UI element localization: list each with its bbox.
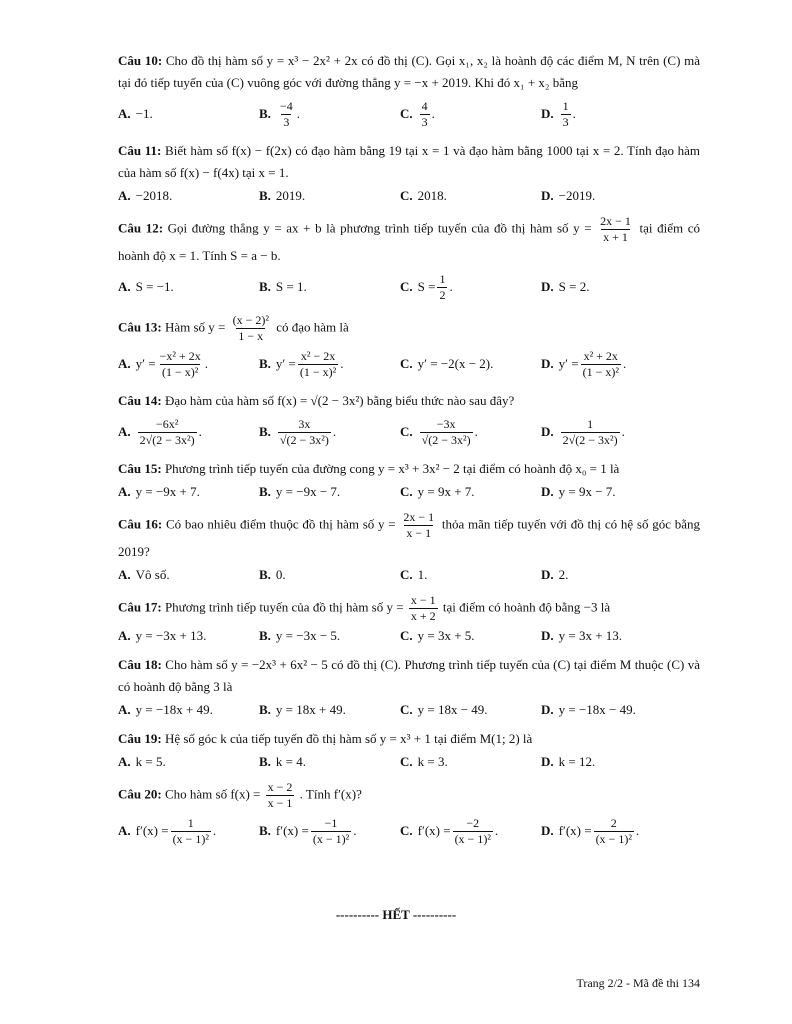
option-letter: A. xyxy=(118,106,131,121)
question xyxy=(118,780,700,851)
option-letter: A. xyxy=(118,628,131,643)
option-suffix: . xyxy=(622,356,627,371)
option-prefix: y′ = xyxy=(558,356,579,371)
page-footer: Trang 2/2 - Mã đề thi 134 xyxy=(576,976,700,990)
option-suffix: . xyxy=(474,424,478,439)
option-letter: D. xyxy=(541,356,554,371)
option-letter: C. xyxy=(400,754,413,769)
answer-option xyxy=(541,185,682,207)
option-suffix: . xyxy=(212,823,217,838)
option-text: y = −9x − 7. xyxy=(275,484,341,499)
option-text: −2018. xyxy=(135,188,173,203)
option-letter: A. xyxy=(118,484,131,499)
answer-options xyxy=(118,412,700,452)
fraction xyxy=(278,99,295,130)
fraction-denominator: (1 − x)² xyxy=(582,364,619,379)
question-stem xyxy=(118,140,700,184)
option-suffix: . xyxy=(431,106,435,121)
fraction-denominator: √(2 − 3x²) xyxy=(421,432,471,447)
question-stem xyxy=(118,510,700,563)
answer-option xyxy=(400,272,541,303)
option-letter: D. xyxy=(541,702,554,717)
question-text-before: Phương trình tiếp tuyến của đồ thị hàm số y = xyxy=(164,599,404,615)
fraction-denominator: √(2 − 3x²) xyxy=(279,432,329,447)
fraction xyxy=(298,349,338,380)
option-letter: C. xyxy=(400,823,413,838)
question-stem xyxy=(118,214,700,267)
question-text: Phương trình tiếp tuyến của đường cong y = x³ + 3x² − 2 tại điểm có hoành độ x₀ = 1 là xyxy=(164,461,620,476)
option-text: y = −3x + 13. xyxy=(135,628,207,643)
question-label: Câu 20: xyxy=(118,786,162,802)
option-letter: A. xyxy=(118,567,131,582)
option-letter: B. xyxy=(259,754,271,769)
option-letter: B. xyxy=(259,484,271,499)
option-letter: D. xyxy=(541,823,554,838)
answer-option xyxy=(118,625,259,647)
fraction xyxy=(171,816,211,847)
question xyxy=(118,214,700,307)
option-text: −1. xyxy=(135,106,153,121)
fraction-denominator: 3 xyxy=(562,114,569,129)
option-suffix: . xyxy=(340,356,344,371)
answer-option xyxy=(259,99,400,130)
option-text: S = 1. xyxy=(275,279,307,294)
question xyxy=(118,728,700,774)
fraction-denominator: (x − 1)² xyxy=(312,831,350,846)
option-prefix: y′ = xyxy=(135,356,156,371)
fraction-denominator: 3 xyxy=(283,114,290,129)
option-text: y = 9x + 7. xyxy=(417,484,475,499)
answer-options xyxy=(118,624,700,648)
option-letter: D. xyxy=(541,424,554,439)
answer-option xyxy=(541,276,682,298)
answer-option xyxy=(400,816,541,847)
option-letter: A. xyxy=(118,754,131,769)
fraction xyxy=(231,313,271,344)
answer-option xyxy=(118,276,259,298)
question-text: Cho hàm số y = −2x³ + 6x² − 5 có đồ thị (C). Phương trình tiếp tuyến của (C) tại điểm M thuộc (C) và có hoành độ bằng 3 là xyxy=(118,657,701,694)
option-letter: A. xyxy=(118,356,131,371)
fraction xyxy=(453,816,493,847)
option-text: S = 2. xyxy=(558,279,590,294)
question-text-after: . Tính f′(x)? xyxy=(299,786,362,802)
fraction-numerator: 1 xyxy=(587,416,594,431)
answer-option xyxy=(259,625,400,647)
question xyxy=(118,510,700,587)
question-text: Biết hàm số f(x) − f(2x) có đạo hàm bằng 19 tại x = 1 và đạo hàm bằng 1000 tại x = 2. Tính đạo hàm của hàm số f(x) − f(4x) tại x = 1. xyxy=(118,143,701,180)
option-text: y = −18x + 49. xyxy=(135,702,213,717)
option-text: y′ = −2(x − 2). xyxy=(417,356,494,371)
answer-option xyxy=(400,353,541,375)
answer-option xyxy=(118,751,259,773)
answer-option xyxy=(259,564,400,586)
answer-option xyxy=(259,816,400,847)
option-letter: A. xyxy=(118,702,131,717)
option-prefix: f′(x) = xyxy=(417,823,451,838)
fraction-numerator: (x − 2)² xyxy=(232,313,269,327)
option-text: y = 3x + 13. xyxy=(558,628,623,643)
option-prefix: f′(x) = xyxy=(135,823,169,838)
option-letter: B. xyxy=(259,823,271,838)
answer-option xyxy=(259,276,400,298)
option-suffix: . xyxy=(635,823,640,838)
fraction xyxy=(401,510,436,541)
option-letter: B. xyxy=(259,628,271,643)
answer-options xyxy=(118,811,700,851)
fraction-denominator: x − 1 xyxy=(406,526,432,540)
option-letter: B. xyxy=(259,567,271,582)
answer-option xyxy=(118,417,259,448)
answer-option xyxy=(541,699,682,721)
option-text: y = 18x − 49. xyxy=(417,702,488,717)
question-list xyxy=(118,50,700,851)
option-letter: D. xyxy=(541,484,554,499)
option-letter: C. xyxy=(400,567,413,582)
question-text: Cho đồ thị hàm số y = x³ − 2x² + 2x có đồ thị (C). Gọi x₁, x₂ là hoành độ các điểm M, N trên (C) mà tại đó tiếp tuyến của (C) vuông góc với đường thẳng y = −x + 2019. Khi đó x₁ + x₂ bằng xyxy=(118,53,701,90)
fraction-numerator: 1 xyxy=(439,271,446,286)
option-letter: D. xyxy=(541,628,554,643)
option-letter: A. xyxy=(118,279,131,294)
option-text: k = 12. xyxy=(558,754,596,769)
fraction xyxy=(561,417,620,448)
fraction-numerator: −x² + 2x xyxy=(159,348,201,363)
option-text: y = 9x − 7. xyxy=(558,484,616,499)
fraction-denominator: 2 xyxy=(439,287,446,302)
answer-option xyxy=(259,751,400,773)
question-text-after: tại điểm có hoành độ x = 1. Tính S = a − b. xyxy=(118,220,701,263)
answer-options xyxy=(118,698,700,722)
option-prefix: y′ = xyxy=(275,356,296,371)
fraction-denominator: x − 1 xyxy=(267,796,293,810)
answer-options xyxy=(118,267,700,307)
question-label: Câu 12: xyxy=(118,220,164,236)
answer-options xyxy=(118,184,700,208)
answer-option xyxy=(541,625,682,647)
fraction-denominator: (1 − x)² xyxy=(161,364,199,379)
exam-page xyxy=(118,50,700,857)
fraction-denominator: 2√(2 − 3x²) xyxy=(139,432,195,447)
answer-option xyxy=(400,185,541,207)
option-letter: B. xyxy=(259,424,271,439)
fraction xyxy=(409,593,438,624)
answer-option xyxy=(259,481,400,503)
question xyxy=(118,140,700,208)
question-label: Câu 11: xyxy=(118,143,162,158)
option-letter: B. xyxy=(259,106,271,121)
option-suffix: . xyxy=(204,356,208,371)
answer-option xyxy=(400,625,541,647)
option-suffix: . xyxy=(198,424,202,439)
option-letter: B. xyxy=(259,356,271,371)
fraction-denominator: 3 xyxy=(421,114,428,129)
question xyxy=(118,390,700,452)
question-text: Hệ số góc k của tiếp tuyến đồ thị hàm số y = x³ + 1 tại điểm M(1; 2) là xyxy=(164,731,533,746)
fraction-numerator: 2x − 1 xyxy=(600,214,631,228)
answer-option xyxy=(118,349,259,380)
fraction-numerator: 3x xyxy=(298,416,311,431)
fraction-denominator: (x − 1)² xyxy=(595,831,632,846)
question-label: Câu 14: xyxy=(118,393,162,408)
fraction xyxy=(311,816,351,847)
answer-option xyxy=(259,185,400,207)
question-label: Câu 13: xyxy=(118,319,162,335)
fraction-numerator: 1 xyxy=(562,98,569,113)
option-letter: D. xyxy=(541,279,554,294)
question-label: Câu 17: xyxy=(118,599,162,615)
answer-option xyxy=(400,481,541,503)
fraction-numerator: 4 xyxy=(421,98,428,113)
fraction-numerator: 2x − 1 xyxy=(403,510,435,524)
answer-option xyxy=(541,349,682,380)
option-text: y = −3x − 5. xyxy=(275,628,341,643)
question-stem xyxy=(118,780,700,811)
answer-options xyxy=(118,750,700,774)
option-letter: C. xyxy=(400,279,413,294)
option-letter: C. xyxy=(400,188,413,203)
answer-options xyxy=(118,480,700,504)
option-letter: B. xyxy=(259,702,271,717)
option-text: 2. xyxy=(558,567,569,582)
option-text: y = −9x + 7. xyxy=(135,484,200,499)
question-text-after: có đạo hàm là xyxy=(276,319,349,335)
option-text: 0. xyxy=(275,567,286,582)
answer-options xyxy=(118,94,700,134)
option-letter: A. xyxy=(118,424,131,439)
option-text: k = 3. xyxy=(417,754,448,769)
option-suffix: . xyxy=(353,823,357,838)
fraction-numerator: −3x xyxy=(436,416,456,431)
option-letter: A. xyxy=(118,823,131,838)
answer-options xyxy=(118,344,700,384)
question xyxy=(118,654,700,722)
question-text-before: Cho hàm số f(x) = xyxy=(164,786,261,802)
answer-option xyxy=(541,481,682,503)
fraction-numerator: −4 xyxy=(279,98,293,113)
fraction-numerator: 1 xyxy=(187,815,194,830)
question-text-after: thỏa mãn tiếp tuyến với đồ thị có hệ số góc bằng 2019? xyxy=(118,516,701,559)
option-letter: D. xyxy=(541,754,554,769)
option-prefix: S = xyxy=(417,279,436,294)
fraction-numerator: 2 xyxy=(610,815,617,830)
option-text: 1. xyxy=(417,567,428,582)
answer-options xyxy=(118,563,700,587)
fraction-denominator: (x − 1)² xyxy=(454,831,491,846)
question xyxy=(118,313,700,384)
fraction xyxy=(437,272,447,303)
answer-option xyxy=(541,417,682,448)
fraction-numerator: −1 xyxy=(324,815,338,830)
option-text: S = −1. xyxy=(135,279,174,294)
option-text: k = 5. xyxy=(135,754,166,769)
fraction xyxy=(158,349,203,380)
answer-option xyxy=(541,816,682,847)
question-text: Đạo hàm của hàm số f(x) = √(2 − 3x²) bằng biểu thức nào sau đây? xyxy=(164,393,515,408)
answer-option xyxy=(400,699,541,721)
question-stem xyxy=(118,593,700,624)
option-suffix: . xyxy=(494,823,499,838)
answer-option xyxy=(118,185,259,207)
option-suffix: . xyxy=(449,279,453,294)
question-label: Câu 15: xyxy=(118,461,162,476)
question-stem xyxy=(118,390,700,412)
question xyxy=(118,593,700,648)
option-letter: C. xyxy=(400,356,413,371)
option-letter: C. xyxy=(400,628,413,643)
answer-option xyxy=(259,349,400,380)
fraction-denominator: x + 2 xyxy=(410,609,436,623)
question-stem xyxy=(118,728,700,750)
question-text-before: Gọi đường thẳng y = ax + b là phương trình tiếp tuyến của đồ thị hàm số y = xyxy=(167,220,592,236)
fraction-denominator: (x − 1)² xyxy=(172,831,209,846)
option-letter: A. xyxy=(118,188,131,203)
question-stem xyxy=(118,458,700,480)
answer-option xyxy=(541,99,682,130)
option-letter: D. xyxy=(541,106,554,121)
fraction xyxy=(266,780,295,811)
option-letter: B. xyxy=(259,188,271,203)
option-text: y = 18x + 49. xyxy=(275,702,346,717)
fraction xyxy=(561,99,571,130)
question-label: Câu 10: xyxy=(118,53,163,68)
question-label: Câu 19: xyxy=(118,731,162,746)
option-text: y = −18x − 49. xyxy=(558,702,636,717)
fraction-denominator: x + 1 xyxy=(603,230,628,244)
answer-option xyxy=(118,103,259,125)
question-text-after: tại điểm có hoành độ bằng −3 là xyxy=(442,599,611,615)
option-suffix: . xyxy=(572,106,576,121)
answer-option xyxy=(118,816,259,847)
option-text: 2018. xyxy=(417,188,447,203)
question-stem xyxy=(118,50,700,94)
question-label: Câu 18: xyxy=(118,657,162,672)
fraction-numerator: −2 xyxy=(466,815,480,830)
option-letter: C. xyxy=(400,484,413,499)
option-letter: C. xyxy=(400,106,413,121)
fraction-denominator: (1 − x)² xyxy=(299,364,337,379)
end-marker: ---------- HẾT ---------- xyxy=(335,907,457,922)
fraction-numerator: x² − 2x xyxy=(300,348,336,363)
answer-option xyxy=(259,699,400,721)
fraction xyxy=(594,816,634,847)
answer-option xyxy=(400,417,541,448)
question-text-before: Hàm số y = xyxy=(164,319,226,335)
option-text: Vô số. xyxy=(135,567,170,582)
fraction-numerator: x − 1 xyxy=(410,593,436,607)
option-text: −2019. xyxy=(558,188,596,203)
answer-option xyxy=(259,417,400,448)
fraction-numerator: x − 2 xyxy=(267,780,293,794)
fraction xyxy=(598,214,633,245)
option-text: k = 4. xyxy=(275,754,307,769)
answer-option xyxy=(541,751,682,773)
option-suffix: . xyxy=(621,424,625,439)
question-label: Câu 16: xyxy=(118,516,163,532)
option-text: y = 3x + 5. xyxy=(417,628,475,643)
question-text-before: Có bao nhiêu điểm thuộc đồ thị hàm số y = xyxy=(165,516,396,532)
fraction-denominator: 2√(2 − 3x²) xyxy=(562,432,618,447)
option-letter: B. xyxy=(259,279,271,294)
fraction xyxy=(278,417,331,448)
option-prefix: f′(x) = xyxy=(275,823,309,838)
question xyxy=(118,458,700,504)
answer-option xyxy=(400,564,541,586)
option-prefix: f′(x) = xyxy=(558,823,592,838)
option-letter: D. xyxy=(541,188,554,203)
option-text: 2019. xyxy=(275,188,306,203)
option-letter: C. xyxy=(400,424,413,439)
fraction-denominator: 1 − x xyxy=(238,329,264,343)
answer-option xyxy=(118,699,259,721)
answer-option xyxy=(400,751,541,773)
answer-option xyxy=(541,564,682,586)
question xyxy=(118,50,700,134)
fraction-numerator: x² + 2x xyxy=(583,348,618,363)
question-stem xyxy=(118,313,700,344)
fraction xyxy=(581,349,621,380)
fraction-numerator: −6x² xyxy=(155,416,179,431)
answer-option xyxy=(118,481,259,503)
question-stem xyxy=(118,654,700,698)
option-suffix: . xyxy=(296,106,300,121)
option-suffix: . xyxy=(332,424,337,439)
answer-option xyxy=(400,99,541,130)
fraction xyxy=(138,417,197,448)
answer-option xyxy=(118,564,259,586)
fraction xyxy=(420,417,473,448)
option-letter: C. xyxy=(400,702,413,717)
option-letter: D. xyxy=(541,567,554,582)
fraction xyxy=(420,99,430,130)
